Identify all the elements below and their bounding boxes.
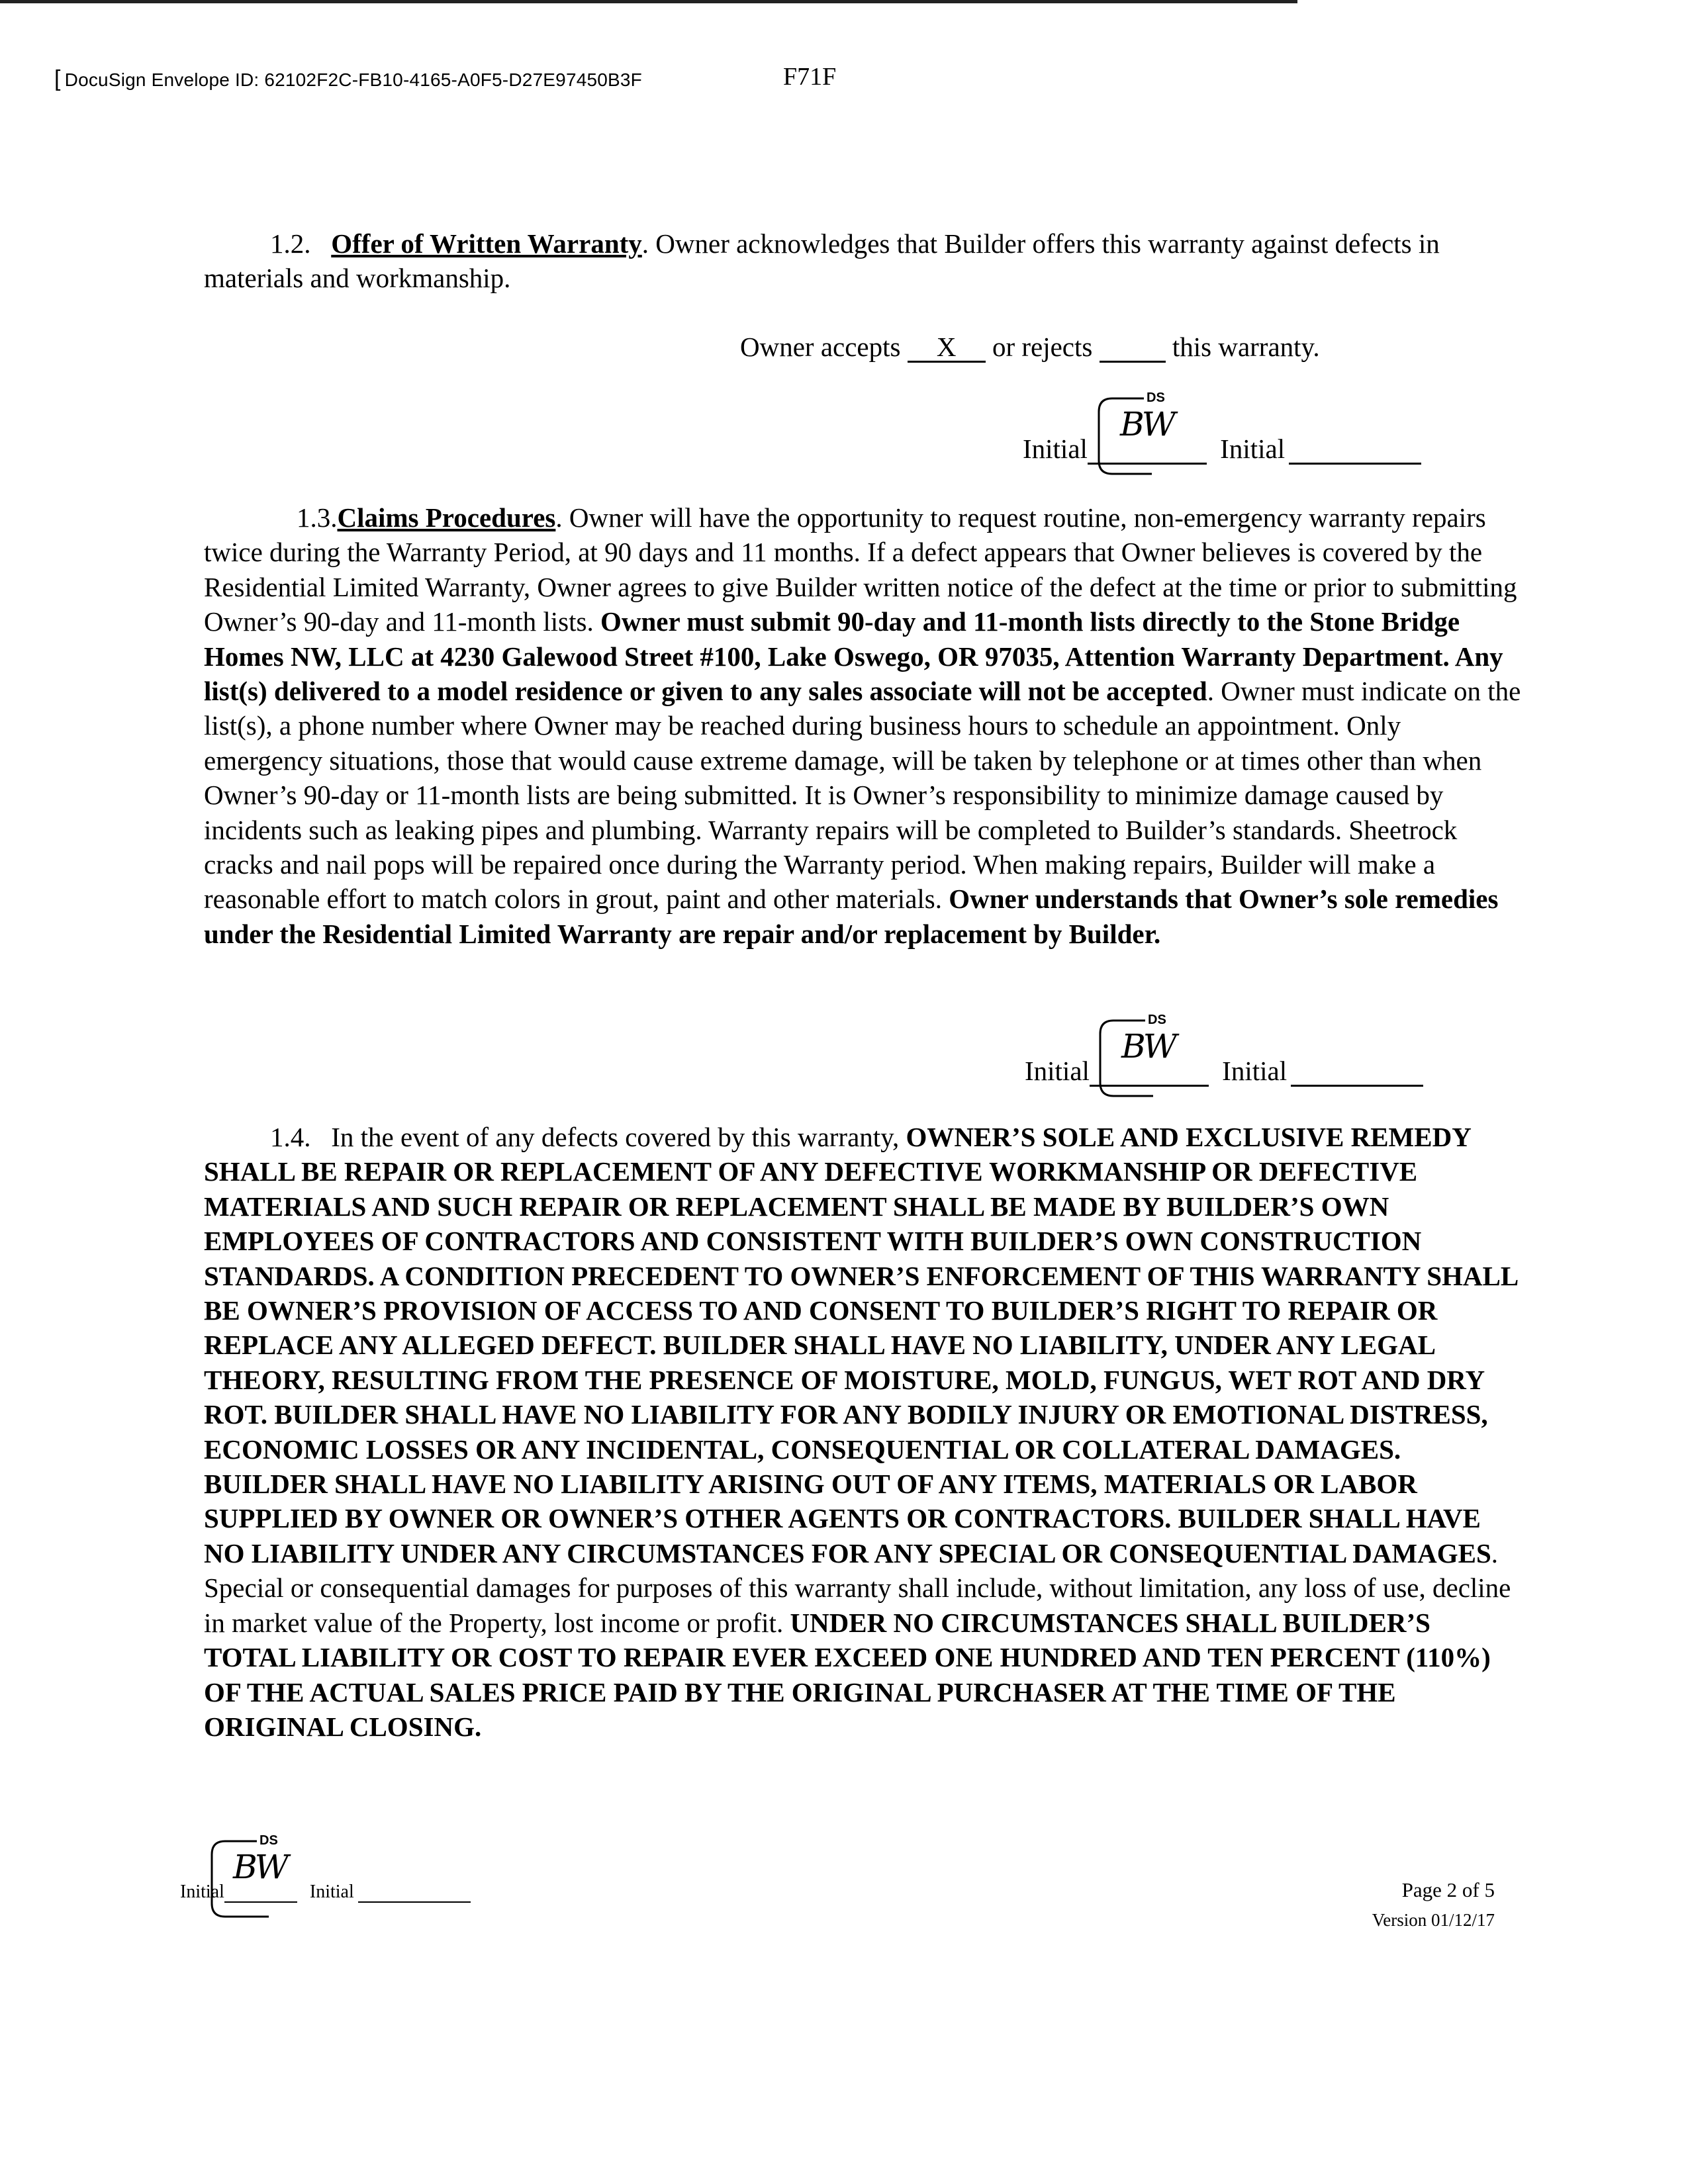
docusign-initial-stamp: DS BW	[205, 1837, 291, 1917]
initial-field-1b[interactable]	[1289, 435, 1421, 465]
initial-row-footer: Initial Initial	[180, 1882, 471, 1903]
docusign-initial-stamp: DS BW	[1094, 1017, 1180, 1096]
initial-row-2: Initial Initial	[1025, 1055, 1423, 1087]
page-number: Page 2 of 5	[1401, 1878, 1495, 1901]
signature-initials: BW	[233, 1848, 287, 1886]
section-number: 1.2.	[270, 228, 311, 259]
initial-row-1: Initial Initial	[1023, 433, 1421, 465]
bracket-mark: [	[54, 66, 61, 91]
docusign-initial-stamp: DS BW	[1092, 394, 1178, 474]
initial-field-2b[interactable]	[1291, 1058, 1423, 1087]
section-1-4: 1.4. In the event of any defects covered by this warranty, OWNER’S SOLE AND EXCLUSIVE REMEDY SHALL BE REPAIR OR REPLACEMENT OF ANY DEFECTIVE WORKMANSHIP OR DEFECTIVE MATERIALS AND SUCH REPAIR OR REPLACEMENT SHALL BE MADE BY BUILDER’S OWN EMPLOYEES OF CONTRACTORS AND CONSISTENT WITH BUILDER’S OWN CONSTRUCTION STANDARDS. A CONDITION PRECEDENT TO OWNER’S ENFORCEMENT OF THIS WARRANTY SHALL BE OWNER’S PROVISION OF ACCESS TO AND CONSENT TO BUILDER’S RIGHT TO REPAIR OR REPLACE ANY ALLEGED DEFECT. BUILDER SHALL HAVE NO LIABILITY, UNDER ANY LEGAL THEORY, RESULTING FROM THE PRESENCE OF MOISTURE, MOLD, FUNGUS, WET ROT AND DRY ROT. BUILDER SHALL HAVE NO LIABILITY FOR ANY BODILY INJURY OR EMOTIONAL DISTRESS, ECONOMIC LOSSES OR ANY INCIDENTAL, CONSEQUENTIAL OR COLLATERAL DAMAGES. BUILDER SHALL HAVE NO LIABILITY ARISING OUT OF ANY ITEMS, MATERIALS OR LABOR SUPPLIED BY OWNER OR OWNER’S OTHER AGENTS OR CONTRACTORS. BUILDER SHALL HAVE NO LIABILITY UNDER ANY CIRCUMSTANCES FOR ANY SPECIAL OR CONSEQUENTIAL DAMAGES. Special or consequential damages for purposes of this warranty shall include, without limitation, any loss of use, decline in market value of the Property, lost income or profit. UNDER NO CIRCUMSTANCES SHALL BUILDER’S TOTAL LIABILITY OR COST TO REPAIR EVER EXCEED ONE HUNDRED AND TEN PERCENT (110%) OF THE ACTUAL SALES PRICE PAID BY THE ORIGINAL PURCHASER AT THE TIME OF THE ORIGINAL CLOSING.	[204, 1122, 1517, 1742]
envelope-id: DocuSign Envelope ID: 62102F2C-FB10-4165-A0F5-D27E97450B3F	[64, 69, 642, 90]
section-heading: Offer of Written Warranty	[331, 228, 642, 259]
signature-initials: BW	[1120, 405, 1174, 443]
section-heading: Claims Procedures	[337, 502, 556, 533]
accept-reject-line: Owner accepts X or rejects this warranty.	[740, 332, 1320, 362]
document-code: F71F	[783, 63, 837, 91]
signature-initials: BW	[1121, 1027, 1175, 1066]
scan-top-edge	[0, 0, 1297, 3]
version-label: Version 01/12/17	[1372, 1910, 1495, 1930]
accept-field[interactable]: X	[908, 334, 986, 363]
reject-field[interactable]	[1100, 334, 1166, 363]
initial-field-3b[interactable]	[358, 1883, 471, 1903]
section-1-3: 1.3.Claims Procedures. Owner will have the opportunity to request routine, non-emergency warranty repairs twice during the Warranty Period, at 90 days and 11 months. If a defect appears that Owner believes is covered by the Residential Limited Warranty, Owner agrees to give Builder written notice of the defect at the time or prior to submitting Owner’s 90-day and 11-month lists. Owner must submit 90-day and 11-month lists directly to the Stone Bridge Homes NW, LLC at 4230 Galewood Street #100, Lake Oswego, OR 97035, Attention Warranty Department. Any list(s) delivered to a model residence or given to any sales associate will not be accepted. Owner must indicate on the list(s), a phone number where Owner may be reached during business hours to schedule an appointment. Only emergency situations, those that would cause extreme damage, will be taken by telephone or at times other than when Owner’s 90-day or 11-month lists are being submitted. It is Owner’s responsibility to minimize damage caused by incidents such as leaking pipes and plumbing. Warranty repairs will be completed to Builder’s standards. Sheetrock cracks and nail pops will be repaired once during the Warranty period. When making repairs, Builder will make a reasonable effort to match colors in grout, paint and other materials. Owner understands that Owner’s sole remedies under the Residential Limited Warranty are repair and/or replacement by Builder.	[204, 502, 1521, 949]
section-body: . Owner acknowledges that Builder offers this warranty against defects in materials and workmanship.	[204, 228, 1440, 294]
section-1-2	[204, 226, 1521, 296]
docusign-envelope-header	[54, 66, 642, 92]
